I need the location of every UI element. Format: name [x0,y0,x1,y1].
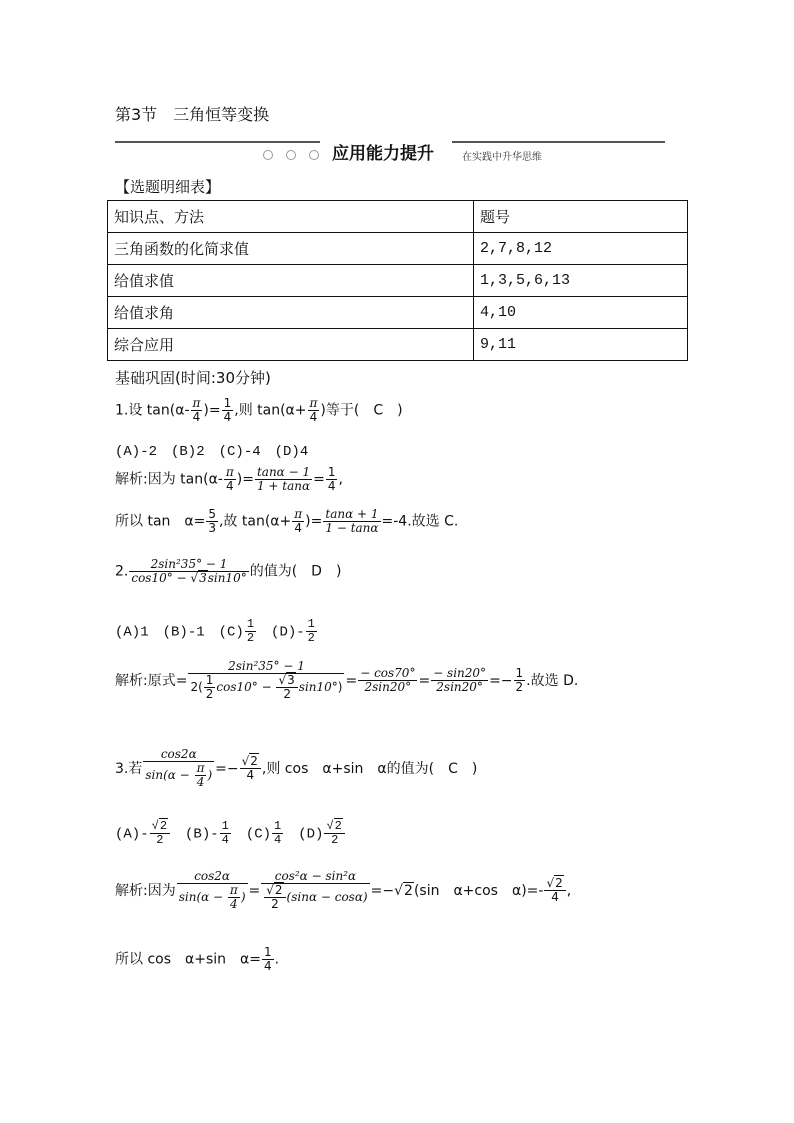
table-cell: 1,3,5,6,13 [474,265,688,297]
q2-sol-suffix: .故选 D. [526,672,579,689]
basic-heading: 基础巩固(时间:30分钟) [115,369,271,387]
q3-option-a: (A)- [115,826,149,843]
banner-dot [263,150,273,160]
fraction: $\frac{1}{2}$ [307,617,315,646]
q1-sol2-mid: ,故 tan(α [219,513,280,530]
fraction: $\frac{√2}{2}$ [324,820,344,847]
section-title: 第3节 三角恒等变换 [115,105,270,124]
q3-mid: ,则 cos α+sin α的值为( C ) [261,760,478,777]
q1-sol1-prefix: 解析:因为 tan(α [115,471,218,488]
q3-sol-prefix: 解析:因为 [115,882,176,899]
table-row [108,233,688,265]
q2-options [115,618,318,645]
q2-stem [115,558,341,585]
q3-solution-line2: 所以 cos α+sin α= $\frac{1}{4}$ . [115,945,280,974]
fraction: $\frac{\pi}{4}$ [294,507,303,536]
q1-stem: 1.设 tan(α- $\frac{\pi}{4}$ )= $\frac{1}{4}$ ,则 tan(α+ $\frac{\pi}{4}$ )等于( C ) [115,396,403,425]
table-row [108,297,688,329]
q1-options: (A)-2 (B)2 (C)-4 (D)4 [115,444,309,460]
fraction: $\frac{1}{2}$ [515,666,524,695]
fraction: $\frac{√2}{2}$ [150,820,170,847]
q2-option-a: (A)1 [115,624,149,641]
q1-sol2-suffix: =-4.故选 C. [381,513,459,530]
fraction: $\frac{- \sin 20^\circ}{2\sin 20^\circ}$ [433,666,487,695]
fraction: $\frac{\pi}{4}$ [225,465,234,494]
q1-sol2-prefix: 所以 tan α [115,513,194,530]
fraction: $\frac{\pi}{4}$ [309,396,318,425]
q1-stem-suffix: 等于( C ) [325,402,403,419]
q1-solution-line2: 所以 tan α= $\frac{5}{3}$ ,故 tan(α+ $\frac{\pi}{4}$ )= $\frac{\tan\alpha + 1}{1 - \tan\alpha}$ =-4.故选 C. [115,507,459,536]
fraction: $\frac{√2}{4}$ [544,877,565,904]
q3-option-d: (D) [298,826,324,843]
fraction: $\frac{1}{4}$ [263,945,272,974]
q2-number: 2. [115,563,129,580]
q1-solution-line1: 解析:因为 tan(α- $\frac{\pi}{4}$ )= $\frac{\tan\alpha - 1}{1 + \tan\alpha}$ = $\frac{1}{4}$ , [115,465,343,494]
fraction: $\frac{√2}{4}$ [240,755,261,782]
fraction: $\frac{5}{3}$ [208,507,216,536]
table-cell: 给值求值 [108,265,474,297]
fraction: $\frac{\text{2sin²35° − 1}}{\cos 10^\circ - √3\sin 10^\circ}$ [131,557,247,586]
fraction: $\frac{\tan\alpha + 1}{1 - \tan\alpha}$ [325,507,379,536]
fraction: $\frac{1}{2}$ [246,617,255,646]
table-row [108,329,688,361]
table-cell: 给值求角 [108,297,474,329]
q2-option-b: (B)-1 [162,624,205,641]
q3-solution: 解析:因为 cos2α sin(α − $\frac{\pi}{4}$ ) = cos²α − sin²α $\frac{√2}{2}$ (sinα − cosα) =−√2(sin α+cos α)=- $\frac{√2}{4}$ , [115,869,572,912]
q3-option-c: (C) [245,826,272,843]
q3-sol-tail: (sin α+cos α)=- [413,882,544,899]
q3-option-b: (B)- [185,826,219,843]
table-header-cell: 题号 [474,201,688,233]
banner-rule-right [452,141,665,143]
banner-title: 应用能力提升 [332,144,434,164]
banner-dot [309,150,319,160]
q3-number: 3.若 [115,760,143,777]
fraction: $\frac{1}{4}$ [274,819,282,848]
q3-sol2: 所以 cos α+sin α= [115,951,261,968]
table-header-cell: 知识点、方法 [108,201,474,233]
q2-option-d: (D)- [271,624,305,641]
q2-sol-prefix: 解析:原式= [115,672,188,689]
q3-options [115,820,346,847]
table-cell: 三角函数的化简求值 [108,233,474,265]
q2-suffix: 的值为( D ) [249,563,342,580]
q3-stem: 3.若 cos2α sin(α − $\frac{\pi}{4}$ ) =− $\frac{√2}{4}$ ,则 cos α+sin α的值为( C ) [115,747,478,790]
table-caption: 【选题明细表】 [115,178,221,196]
q1-stem-mid: ,则 tan(α [234,402,295,419]
fraction: cos2α sin(α − $\frac{\pi}{4}$ ) [178,869,246,912]
banner-rule-left [115,141,320,143]
banner-dot [286,150,296,160]
fraction: $\frac{1}{4}$ [223,396,232,425]
fraction: cos²α − sin²α $\frac{√2}{2}$ (sinα − cosα) [261,870,369,912]
table-cell: 4,10 [474,297,688,329]
fraction: $\frac{\pi}{4}$ [192,396,201,425]
fraction: $\frac{- \cos 70^\circ}{2\sin 20^\circ}$ [360,666,416,695]
q1-stem-prefix: 1.设 tan(α [115,402,185,419]
selection-table [107,200,688,361]
fraction: cos2α sin(α − $\frac{\pi}{4}$ ) [145,747,213,790]
q2-option-c: (C) [218,624,244,641]
table-cell: 2,7,8,12 [474,233,688,265]
fraction: $\frac{1}{4}$ [327,465,336,494]
banner-subtitle: 在实践中升华思维 [462,152,542,163]
table-cell: 9,11 [474,329,688,361]
table-row [108,265,688,297]
fraction: 2sin²35° − 1 2( $\frac{1}{2}$ cos10° − $\frac{√3}{2}$ sin10°) [190,659,343,702]
fraction: $\frac{1}{4}$ [221,819,229,848]
q2-solution: 解析:原式= 2sin²35° − 1 2( $\frac{1}{2}$ cos10° − $\frac{√3}{2}$ sin10°) = $\frac{- \cos 70^\circ}{2\sin 20^\circ}$ = $\frac{- \sin 20^\circ}{2\sin 20^\circ}$ =− $\frac{1}{2}$ .故选 D. [115,659,579,702]
table-cell: 综合应用 [108,329,474,361]
fraction: $\frac{\tan\alpha - 1}{1 + \tan\alpha}$ [256,465,311,494]
table-header-row [108,201,688,233]
